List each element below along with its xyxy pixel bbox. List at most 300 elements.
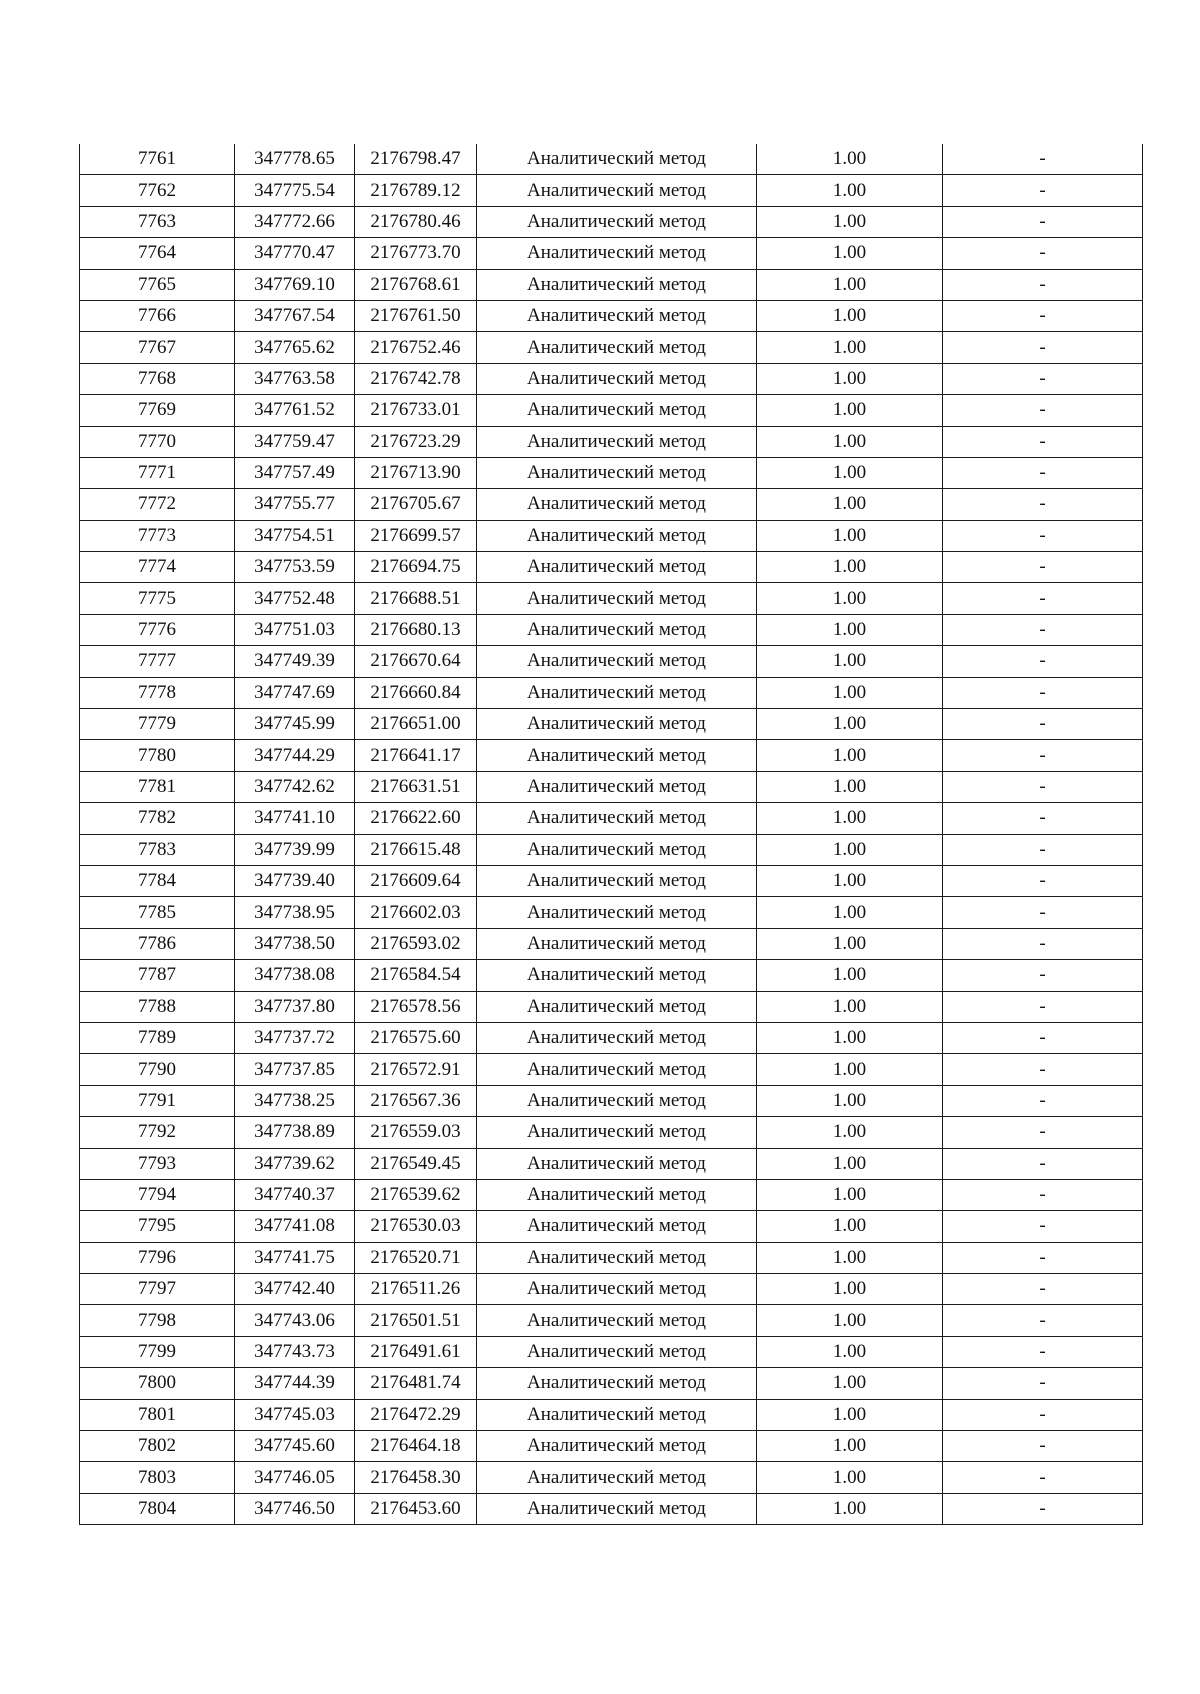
description-cell: - — [943, 803, 1143, 834]
x-coordinate-cell: 347765.62 — [235, 332, 355, 363]
accuracy-cell: 1.00 — [757, 1117, 943, 1148]
accuracy-cell: 1.00 — [757, 1022, 943, 1053]
x-coordinate-cell: 347738.89 — [235, 1117, 355, 1148]
accuracy-cell: 1.00 — [757, 1085, 943, 1116]
description-cell: - — [943, 960, 1143, 991]
table-row — [80, 1179, 1143, 1210]
x-coordinate-cell: 347741.10 — [235, 803, 355, 834]
method-cell: Аналитический метод — [477, 238, 757, 269]
accuracy-cell: 1.00 — [757, 1493, 943, 1524]
point-number-cell: 7783 — [80, 834, 235, 865]
description-cell: - — [943, 1462, 1143, 1493]
description-cell: - — [943, 395, 1143, 426]
method-cell: Аналитический метод — [477, 897, 757, 928]
x-coordinate-cell: 347751.03 — [235, 614, 355, 645]
method-cell: Аналитический метод — [477, 144, 757, 175]
accuracy-cell: 1.00 — [757, 1368, 943, 1399]
accuracy-cell: 1.00 — [757, 1242, 943, 1273]
method-cell: Аналитический метод — [477, 1022, 757, 1053]
description-cell: - — [943, 1274, 1143, 1305]
method-cell: Аналитический метод — [477, 1054, 757, 1085]
y-coordinate-cell: 2176458.30 — [355, 1462, 477, 1493]
table-row — [80, 1493, 1143, 1524]
y-coordinate-cell: 2176549.45 — [355, 1148, 477, 1179]
method-cell: Аналитический метод — [477, 991, 757, 1022]
x-coordinate-cell: 347745.99 — [235, 709, 355, 740]
accuracy-cell: 1.00 — [757, 1305, 943, 1336]
point-number-cell: 7793 — [80, 1148, 235, 1179]
accuracy-cell: 1.00 — [757, 865, 943, 896]
accuracy-cell: 1.00 — [757, 897, 943, 928]
x-coordinate-cell: 347749.39 — [235, 646, 355, 677]
method-cell: Аналитический метод — [477, 1211, 757, 1242]
point-number-cell: 7792 — [80, 1117, 235, 1148]
method-cell: Аналитический метод — [477, 395, 757, 426]
y-coordinate-cell: 2176602.03 — [355, 897, 477, 928]
table-row — [80, 740, 1143, 771]
accuracy-cell: 1.00 — [757, 1148, 943, 1179]
x-coordinate-cell: 347778.65 — [235, 144, 355, 175]
point-number-cell: 7788 — [80, 991, 235, 1022]
point-number-cell: 7784 — [80, 865, 235, 896]
description-cell: - — [943, 520, 1143, 551]
description-cell: - — [943, 1399, 1143, 1430]
y-coordinate-cell: 2176530.03 — [355, 1211, 477, 1242]
point-number-cell: 7796 — [80, 1242, 235, 1273]
description-cell: - — [943, 1179, 1143, 1210]
table-row — [80, 1305, 1143, 1336]
method-cell: Аналитический метод — [477, 426, 757, 457]
y-coordinate-cell: 2176705.67 — [355, 489, 477, 520]
accuracy-cell: 1.00 — [757, 552, 943, 583]
description-cell: - — [943, 1211, 1143, 1242]
table-row — [80, 1431, 1143, 1462]
table-row — [80, 552, 1143, 583]
y-coordinate-cell: 2176501.51 — [355, 1305, 477, 1336]
method-cell: Аналитический метод — [477, 803, 757, 834]
method-cell: Аналитический метод — [477, 520, 757, 551]
table-row — [80, 457, 1143, 488]
x-coordinate-cell: 347744.39 — [235, 1368, 355, 1399]
x-coordinate-cell: 347743.06 — [235, 1305, 355, 1336]
table-row — [80, 1054, 1143, 1085]
accuracy-cell: 1.00 — [757, 1431, 943, 1462]
x-coordinate-cell: 347737.85 — [235, 1054, 355, 1085]
accuracy-cell: 1.00 — [757, 269, 943, 300]
description-cell: - — [943, 865, 1143, 896]
accuracy-cell: 1.00 — [757, 426, 943, 457]
x-coordinate-cell: 347769.10 — [235, 269, 355, 300]
accuracy-cell: 1.00 — [757, 960, 943, 991]
accuracy-cell: 1.00 — [757, 238, 943, 269]
y-coordinate-cell: 2176761.50 — [355, 300, 477, 331]
x-coordinate-cell: 347752.48 — [235, 583, 355, 614]
point-number-cell: 7767 — [80, 332, 235, 363]
x-coordinate-cell: 347770.47 — [235, 238, 355, 269]
description-cell: - — [943, 834, 1143, 865]
method-cell: Аналитический метод — [477, 457, 757, 488]
table-row — [80, 395, 1143, 426]
description-cell: - — [943, 175, 1143, 206]
y-coordinate-cell: 2176641.17 — [355, 740, 477, 771]
y-coordinate-cell: 2176615.48 — [355, 834, 477, 865]
table-row — [80, 897, 1143, 928]
point-number-cell: 7773 — [80, 520, 235, 551]
coordinates-table-body — [80, 144, 1143, 1525]
method-cell: Аналитический метод — [477, 583, 757, 614]
y-coordinate-cell: 2176723.29 — [355, 426, 477, 457]
description-cell: - — [943, 269, 1143, 300]
description-cell: - — [943, 897, 1143, 928]
point-number-cell: 7775 — [80, 583, 235, 614]
method-cell: Аналитический метод — [477, 1399, 757, 1430]
description-cell: - — [943, 1022, 1143, 1053]
y-coordinate-cell: 2176511.26 — [355, 1274, 477, 1305]
table-row — [80, 646, 1143, 677]
table-row — [80, 363, 1143, 394]
method-cell: Аналитический метод — [477, 677, 757, 708]
point-number-cell: 7761 — [80, 144, 235, 175]
y-coordinate-cell: 2176559.03 — [355, 1117, 477, 1148]
x-coordinate-cell: 347767.54 — [235, 300, 355, 331]
accuracy-cell: 1.00 — [757, 834, 943, 865]
table-row — [80, 520, 1143, 551]
point-number-cell: 7777 — [80, 646, 235, 677]
point-number-cell: 7769 — [80, 395, 235, 426]
method-cell: Аналитический метод — [477, 771, 757, 802]
description-cell: - — [943, 206, 1143, 237]
method-cell: Аналитический метод — [477, 960, 757, 991]
accuracy-cell: 1.00 — [757, 803, 943, 834]
accuracy-cell: 1.00 — [757, 144, 943, 175]
method-cell: Аналитический метод — [477, 928, 757, 959]
point-number-cell: 7781 — [80, 771, 235, 802]
description-cell: - — [943, 1148, 1143, 1179]
table-row — [80, 1148, 1143, 1179]
accuracy-cell: 1.00 — [757, 300, 943, 331]
method-cell: Аналитический метод — [477, 1493, 757, 1524]
method-cell: Аналитический метод — [477, 709, 757, 740]
x-coordinate-cell: 347738.08 — [235, 960, 355, 991]
accuracy-cell: 1.00 — [757, 583, 943, 614]
y-coordinate-cell: 2176699.57 — [355, 520, 477, 551]
x-coordinate-cell: 347763.58 — [235, 363, 355, 394]
x-coordinate-cell: 347740.37 — [235, 1179, 355, 1210]
description-cell: - — [943, 1368, 1143, 1399]
table-row — [80, 1022, 1143, 1053]
x-coordinate-cell: 347738.95 — [235, 897, 355, 928]
y-coordinate-cell: 2176789.12 — [355, 175, 477, 206]
y-coordinate-cell: 2176572.91 — [355, 1054, 477, 1085]
description-cell: - — [943, 144, 1143, 175]
description-cell: - — [943, 457, 1143, 488]
y-coordinate-cell: 2176798.47 — [355, 144, 477, 175]
method-cell: Аналитический метод — [477, 865, 757, 896]
description-cell: - — [943, 771, 1143, 802]
point-number-cell: 7764 — [80, 238, 235, 269]
description-cell: - — [943, 928, 1143, 959]
x-coordinate-cell: 347747.69 — [235, 677, 355, 708]
description-cell: - — [943, 1085, 1143, 1116]
accuracy-cell: 1.00 — [757, 395, 943, 426]
description-cell: - — [943, 709, 1143, 740]
y-coordinate-cell: 2176481.74 — [355, 1368, 477, 1399]
accuracy-cell: 1.00 — [757, 709, 943, 740]
point-number-cell: 7801 — [80, 1399, 235, 1430]
x-coordinate-cell: 347741.08 — [235, 1211, 355, 1242]
description-cell: - — [943, 1117, 1143, 1148]
x-coordinate-cell: 347739.62 — [235, 1148, 355, 1179]
table-row — [80, 614, 1143, 645]
point-number-cell: 7798 — [80, 1305, 235, 1336]
point-number-cell: 7768 — [80, 363, 235, 394]
y-coordinate-cell: 2176593.02 — [355, 928, 477, 959]
table-row — [80, 332, 1143, 363]
table-row — [80, 300, 1143, 331]
method-cell: Аналитический метод — [477, 1336, 757, 1367]
method-cell: Аналитический метод — [477, 1431, 757, 1462]
y-coordinate-cell: 2176631.51 — [355, 771, 477, 802]
x-coordinate-cell: 347761.52 — [235, 395, 355, 426]
description-cell: - — [943, 1054, 1143, 1085]
point-number-cell: 7762 — [80, 175, 235, 206]
method-cell: Аналитический метод — [477, 646, 757, 677]
description-cell: - — [943, 300, 1143, 331]
method-cell: Аналитический метод — [477, 1179, 757, 1210]
method-cell: Аналитический метод — [477, 206, 757, 237]
x-coordinate-cell: 347746.50 — [235, 1493, 355, 1524]
table-row — [80, 991, 1143, 1022]
accuracy-cell: 1.00 — [757, 991, 943, 1022]
description-cell: - — [943, 614, 1143, 645]
accuracy-cell: 1.00 — [757, 363, 943, 394]
accuracy-cell: 1.00 — [757, 771, 943, 802]
point-number-cell: 7789 — [80, 1022, 235, 1053]
method-cell: Аналитический метод — [477, 1148, 757, 1179]
x-coordinate-cell: 347738.25 — [235, 1085, 355, 1116]
table-row — [80, 489, 1143, 520]
accuracy-cell: 1.00 — [757, 1336, 943, 1367]
y-coordinate-cell: 2176773.70 — [355, 238, 477, 269]
description-cell: - — [943, 552, 1143, 583]
point-number-cell: 7772 — [80, 489, 235, 520]
point-number-cell: 7771 — [80, 457, 235, 488]
y-coordinate-cell: 2176472.29 — [355, 1399, 477, 1430]
y-coordinate-cell: 2176578.56 — [355, 991, 477, 1022]
y-coordinate-cell: 2176453.60 — [355, 1493, 477, 1524]
point-number-cell: 7776 — [80, 614, 235, 645]
x-coordinate-cell: 347746.05 — [235, 1462, 355, 1493]
y-coordinate-cell: 2176651.00 — [355, 709, 477, 740]
y-coordinate-cell: 2176680.13 — [355, 614, 477, 645]
accuracy-cell: 1.00 — [757, 175, 943, 206]
point-number-cell: 7779 — [80, 709, 235, 740]
y-coordinate-cell: 2176539.62 — [355, 1179, 477, 1210]
table-row — [80, 709, 1143, 740]
y-coordinate-cell: 2176752.46 — [355, 332, 477, 363]
table-row — [80, 1399, 1143, 1430]
y-coordinate-cell: 2176609.64 — [355, 865, 477, 896]
accuracy-cell: 1.00 — [757, 1399, 943, 1430]
method-cell: Аналитический метод — [477, 175, 757, 206]
x-coordinate-cell: 347739.99 — [235, 834, 355, 865]
table-row — [80, 865, 1143, 896]
accuracy-cell: 1.00 — [757, 1462, 943, 1493]
y-coordinate-cell: 2176768.61 — [355, 269, 477, 300]
accuracy-cell: 1.00 — [757, 1054, 943, 1085]
point-number-cell: 7782 — [80, 803, 235, 834]
table-row — [80, 803, 1143, 834]
x-coordinate-cell: 347755.77 — [235, 489, 355, 520]
accuracy-cell: 1.00 — [757, 646, 943, 677]
table-row — [80, 960, 1143, 991]
description-cell: - — [943, 1305, 1143, 1336]
description-cell: - — [943, 991, 1143, 1022]
y-coordinate-cell: 2176688.51 — [355, 583, 477, 614]
table-row — [80, 1117, 1143, 1148]
table-row — [80, 834, 1143, 865]
point-number-cell: 7770 — [80, 426, 235, 457]
x-coordinate-cell: 347737.80 — [235, 991, 355, 1022]
point-number-cell: 7787 — [80, 960, 235, 991]
method-cell: Аналитический метод — [477, 740, 757, 771]
x-coordinate-cell: 347759.47 — [235, 426, 355, 457]
table-row — [80, 426, 1143, 457]
x-coordinate-cell: 347743.73 — [235, 1336, 355, 1367]
x-coordinate-cell: 347745.60 — [235, 1431, 355, 1462]
table-row — [80, 175, 1143, 206]
y-coordinate-cell: 2176780.46 — [355, 206, 477, 237]
table-row — [80, 1211, 1143, 1242]
accuracy-cell: 1.00 — [757, 457, 943, 488]
y-coordinate-cell: 2176660.84 — [355, 677, 477, 708]
table-row — [80, 1242, 1143, 1273]
point-number-cell: 7800 — [80, 1368, 235, 1399]
method-cell: Аналитический метод — [477, 1274, 757, 1305]
table-row — [80, 144, 1143, 175]
y-coordinate-cell: 2176742.78 — [355, 363, 477, 394]
x-coordinate-cell: 347739.40 — [235, 865, 355, 896]
y-coordinate-cell: 2176575.60 — [355, 1022, 477, 1053]
table-row — [80, 1274, 1143, 1305]
method-cell: Аналитический метод — [477, 614, 757, 645]
method-cell: Аналитический метод — [477, 1117, 757, 1148]
table-row — [80, 206, 1143, 237]
method-cell: Аналитический метод — [477, 489, 757, 520]
coordinates-table — [79, 144, 1143, 1525]
description-cell: - — [943, 1336, 1143, 1367]
accuracy-cell: 1.00 — [757, 1211, 943, 1242]
y-coordinate-cell: 2176464.18 — [355, 1431, 477, 1462]
point-number-cell: 7763 — [80, 206, 235, 237]
description-cell: - — [943, 363, 1143, 394]
x-coordinate-cell: 347741.75 — [235, 1242, 355, 1273]
x-coordinate-cell: 347753.59 — [235, 552, 355, 583]
point-number-cell: 7774 — [80, 552, 235, 583]
method-cell: Аналитический метод — [477, 1242, 757, 1273]
y-coordinate-cell: 2176622.60 — [355, 803, 477, 834]
x-coordinate-cell: 347775.54 — [235, 175, 355, 206]
accuracy-cell: 1.00 — [757, 489, 943, 520]
table-row — [80, 583, 1143, 614]
description-cell: - — [943, 677, 1143, 708]
accuracy-cell: 1.00 — [757, 206, 943, 237]
accuracy-cell: 1.00 — [757, 677, 943, 708]
accuracy-cell: 1.00 — [757, 740, 943, 771]
point-number-cell: 7765 — [80, 269, 235, 300]
point-number-cell: 7766 — [80, 300, 235, 331]
table-row — [80, 1336, 1143, 1367]
point-number-cell: 7799 — [80, 1336, 235, 1367]
point-number-cell: 7804 — [80, 1493, 235, 1524]
accuracy-cell: 1.00 — [757, 928, 943, 959]
x-coordinate-cell: 347737.72 — [235, 1022, 355, 1053]
method-cell: Аналитический метод — [477, 363, 757, 394]
description-cell: - — [943, 238, 1143, 269]
point-number-cell: 7780 — [80, 740, 235, 771]
accuracy-cell: 1.00 — [757, 614, 943, 645]
y-coordinate-cell: 2176733.01 — [355, 395, 477, 426]
accuracy-cell: 1.00 — [757, 520, 943, 551]
table-row — [80, 238, 1143, 269]
method-cell: Аналитический метод — [477, 834, 757, 865]
y-coordinate-cell: 2176713.90 — [355, 457, 477, 488]
method-cell: Аналитический метод — [477, 1305, 757, 1336]
description-cell: - — [943, 583, 1143, 614]
y-coordinate-cell: 2176520.71 — [355, 1242, 477, 1273]
table-row — [80, 771, 1143, 802]
y-coordinate-cell: 2176491.61 — [355, 1336, 477, 1367]
method-cell: Аналитический метод — [477, 552, 757, 583]
description-cell: - — [943, 1431, 1143, 1462]
x-coordinate-cell: 347754.51 — [235, 520, 355, 551]
method-cell: Аналитический метод — [477, 269, 757, 300]
point-number-cell: 7794 — [80, 1179, 235, 1210]
table-row — [80, 269, 1143, 300]
x-coordinate-cell: 347742.40 — [235, 1274, 355, 1305]
table-row — [80, 1085, 1143, 1116]
description-cell: - — [943, 426, 1143, 457]
point-number-cell: 7803 — [80, 1462, 235, 1493]
x-coordinate-cell: 347757.49 — [235, 457, 355, 488]
x-coordinate-cell: 347745.03 — [235, 1399, 355, 1430]
method-cell: Аналитический метод — [477, 1085, 757, 1116]
table-row — [80, 1462, 1143, 1493]
method-cell: Аналитический метод — [477, 300, 757, 331]
point-number-cell: 7797 — [80, 1274, 235, 1305]
accuracy-cell: 1.00 — [757, 332, 943, 363]
y-coordinate-cell: 2176567.36 — [355, 1085, 477, 1116]
description-cell: - — [943, 740, 1143, 771]
point-number-cell: 7802 — [80, 1431, 235, 1462]
table-row — [80, 928, 1143, 959]
method-cell: Аналитический метод — [477, 332, 757, 363]
table-row — [80, 1368, 1143, 1399]
description-cell: - — [943, 646, 1143, 677]
y-coordinate-cell: 2176584.54 — [355, 960, 477, 991]
description-cell: - — [943, 1242, 1143, 1273]
point-number-cell: 7778 — [80, 677, 235, 708]
point-number-cell: 7791 — [80, 1085, 235, 1116]
x-coordinate-cell: 347744.29 — [235, 740, 355, 771]
y-coordinate-cell: 2176670.64 — [355, 646, 477, 677]
description-cell: - — [943, 332, 1143, 363]
x-coordinate-cell: 347738.50 — [235, 928, 355, 959]
x-coordinate-cell: 347742.62 — [235, 771, 355, 802]
accuracy-cell: 1.00 — [757, 1274, 943, 1305]
point-number-cell: 7790 — [80, 1054, 235, 1085]
point-number-cell: 7786 — [80, 928, 235, 959]
